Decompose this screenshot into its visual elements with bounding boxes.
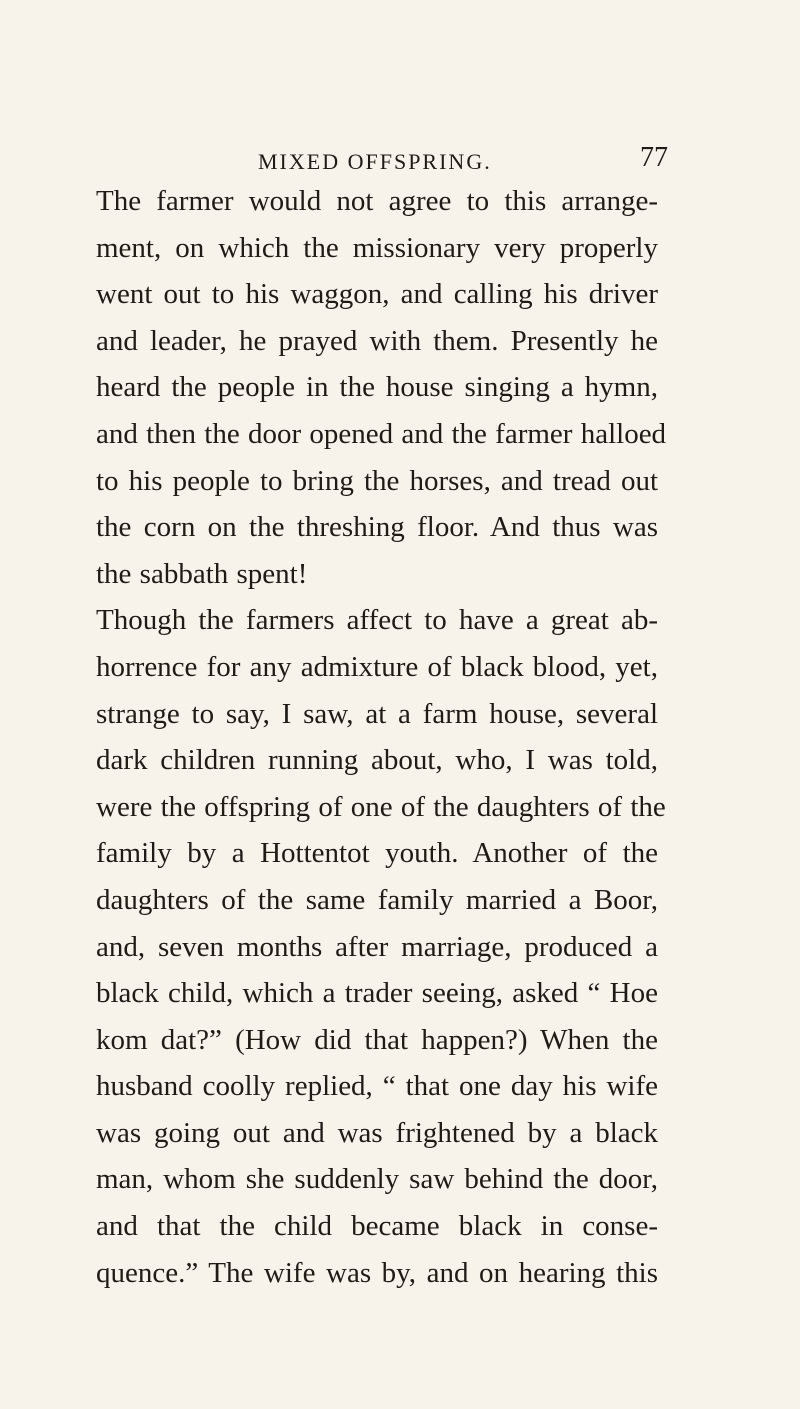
text-line: family by a Hottentot youth. Another of the [96, 837, 658, 870]
text-line: was going out and was frightened by a black [96, 1116, 658, 1149]
text-line: the corn on the threshing floor. And thus was [96, 511, 658, 544]
text-line: horrence for any admixture of black blood, yet, [96, 650, 658, 683]
text-line: and leader, he prayed with them. Presently he [96, 324, 658, 357]
text-line: and, seven months after marriage, produced a [96, 930, 658, 963]
text-line: kom dat?” (How did that happen?) When the [96, 1023, 658, 1056]
text-line: and then the door opened and the farmer halloed [96, 417, 667, 450]
text-line: went out to his waggon, and calling his driver [96, 278, 658, 311]
text-line: black child, which a trader seeing, asked “ Hoe [96, 977, 658, 1010]
text-line: the sabbath spent! [96, 557, 308, 590]
text-line: heard the people in the house singing a hymn, [96, 371, 658, 404]
running-title: MIXED OFFSPRING. [258, 149, 492, 174]
text-line: Though the farmers affect to have a great ab- [96, 604, 658, 637]
text-line: dark children running about, who, I was told, [96, 744, 658, 777]
text-line: The farmer would not agree to this arrange- [96, 185, 658, 217]
page-number: 77 [640, 142, 668, 173]
text-line: and that the child became black in conse- [96, 1210, 658, 1243]
text-line: ment, on which the missionary very properly [96, 231, 658, 264]
body-text [96, 178, 667, 1296]
text-line: daughters of the same family married a Boor, [96, 883, 658, 916]
text-line: were the offspring of one of the daughters of the [96, 790, 666, 823]
text-line: strange to say, I saw, at a farm house, several [96, 697, 658, 730]
text-line: man, whom she suddenly saw behind the door, [96, 1163, 658, 1196]
text-line: quence.” The wife was by, and on hearing this [96, 1256, 658, 1289]
text-line: to his people to bring the horses, and tread out [96, 464, 658, 497]
text-line: husband coolly replied, “ that one day his wife [96, 1070, 658, 1103]
running-head [258, 142, 668, 180]
